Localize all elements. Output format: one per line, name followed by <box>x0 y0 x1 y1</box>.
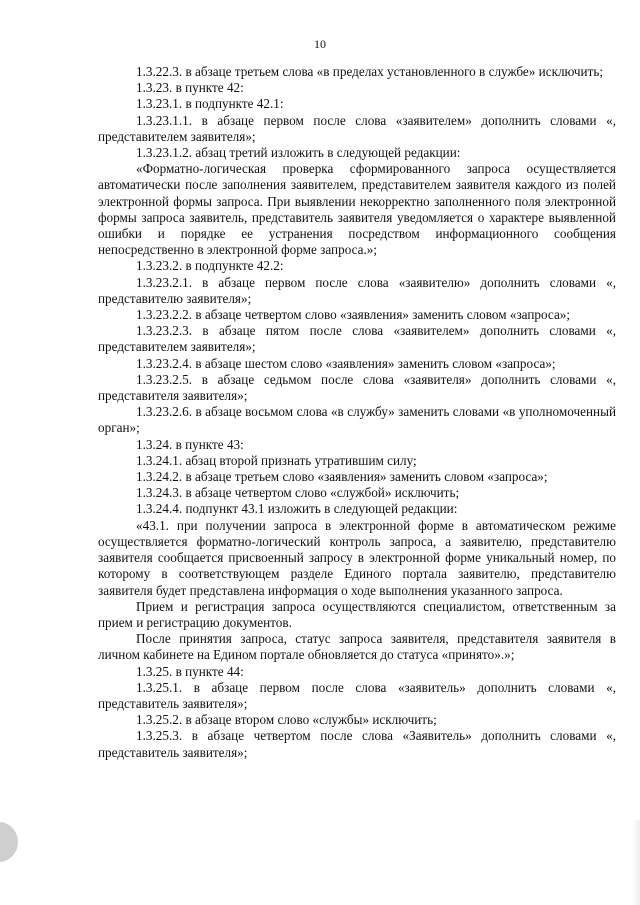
paragraph: «43.1. при получении запроса в электронной форме в автоматическом режиме осуществляется форматно-логический контроль запроса, а заявителю, представителю заявителя сообщается присвоенный запросу в электронной форме уникальный номер, по которому в соответствующем разделе Единого портала заявителю, представителю заявителя будет представлена информация о ходе выполнения указанного запроса. <box>98 517 616 598</box>
page-edge-shadow <box>632 820 640 905</box>
paragraph: 1.3.23.2.3. в абзаце пятом после слова «заявителем» дополнить словами «, представителем заявителя»; <box>98 323 616 355</box>
paragraph: Прием и регистрация запроса осуществляются специалистом, ответственным за прием и регистрацию документов. <box>98 598 616 630</box>
paragraph: 1.3.23.2.4. в абзаце шестом слово «заявления» заменить словом «запроса»; <box>136 355 556 371</box>
paragraph: 1.3.23. в пункте 42: <box>136 80 244 96</box>
paragraph: 1.3.23.2.6. в абзаце восьмом слова «в службу» заменить словами «в уполномоченный орган»; <box>98 404 616 436</box>
paragraph: 1.3.23.2. в подпункте 42.2: <box>136 258 284 274</box>
paragraph: 1.3.23.1.2. абзац третий изложить в следующей редакции: <box>136 145 461 161</box>
document-body <box>98 64 616 761</box>
paragraph: 1.3.24. в пункте 43: <box>136 436 244 452</box>
punch-hole-shadow <box>0 822 18 862</box>
paragraph: 1.3.22.3. в абзаце третьем слова «в пределах установленного в службе» исключить; <box>136 64 604 79</box>
paragraph: 1.3.25.1. в абзаце первом после слова «заявитель» дополнить словами «, представитель заявителя»; <box>98 679 616 711</box>
paragraph: 1.3.23.1.1. в абзаце первом после слова «заявителем» дополнить словами «, представителем заявителя»; <box>98 112 616 144</box>
paragraph: 1.3.24.4. подпункт 43.1 изложить в следующей редакции: <box>136 501 458 517</box>
paragraph: 1.3.24.2. в абзаце третьем слово «заявления» заменить словом «запроса»; <box>136 469 548 485</box>
paragraph: 1.3.23.2.5. в абзаце седьмом после слова «заявителя» дополнить словами «, представителя заявителя»; <box>98 371 616 404</box>
paragraph: 1.3.23.2.2. в абзаце четвертом слово «заявления» заменить словом «запроса»; <box>136 307 571 323</box>
paragraph: 1.3.25.3. в абзаце четвертом после слова «Заявитель» дополнить словами «, представитель заявителя»; <box>98 728 616 760</box>
paragraph: 1.3.25.2. в абзаце втором слово «службы» исключить; <box>136 712 437 728</box>
page-number: 10 <box>314 37 326 51</box>
paragraph: 1.3.23.2.1. в абзаце первом после слова «заявителю» дополнить словами «, представителю заявителя»; <box>98 274 616 306</box>
paragraph: После принятия запроса, статус запроса заявителя, представителя заявителя в личном кабинете на Едином портале обновляется до статуса «принято».»; <box>98 631 616 663</box>
paragraph: 1.3.25. в пункте 44: <box>136 663 244 679</box>
paragraph: «Форматно-логическая проверка сформированного запроса осуществляется автоматически после заполнения заявителем, представителем заявителя каждого из полей электронной формы запроса. При выявлении некорректно заполненного поля электронной формы запроса заявитель, представитель заявителя уведомляется о характере выявленной ошибки и порядке ее устранения посредством информационного сообщения непосредственно в электронной форме запроса.»; <box>98 161 616 258</box>
paragraph: 1.3.23.1. в подпункте 42.1: <box>136 96 284 112</box>
paragraph: 1.3.24.3. в абзаце четвертом слово «службой» исключить; <box>136 485 460 501</box>
paragraph: 1.3.24.1. абзац второй признать утратившим силу; <box>136 452 417 468</box>
